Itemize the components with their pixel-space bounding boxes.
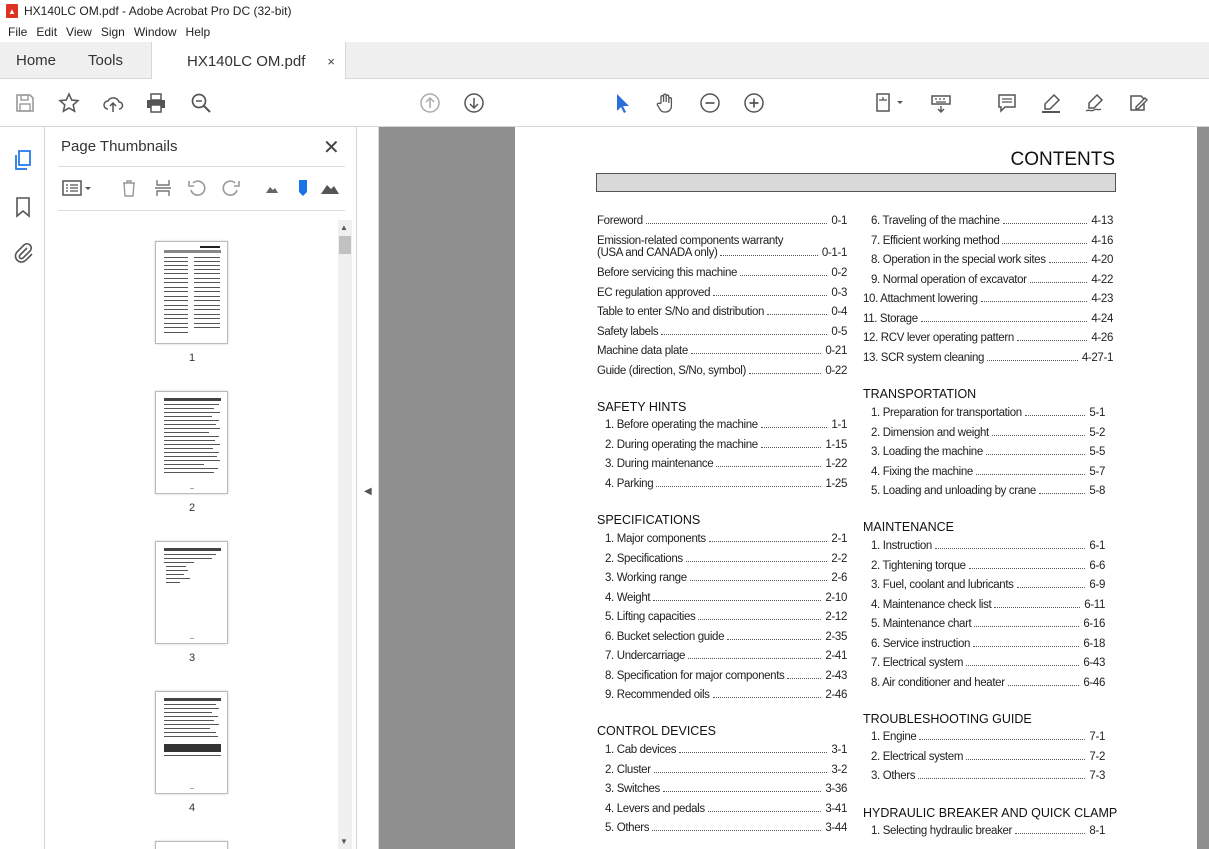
attachments-icon[interactable]: [12, 242, 34, 264]
toc-entry[interactable]: [605, 553, 847, 565]
toc-entry-title: EC regulation approved: [597, 286, 711, 299]
toc-entry-title: Table to enter S/No and distribution: [597, 306, 765, 318]
upload-cloud-icon[interactable]: [101, 91, 125, 115]
select-cursor-icon[interactable]: [610, 91, 634, 115]
tab-home[interactable]: Home: [16, 52, 57, 69]
toc-page-number: 4-23: [1091, 293, 1113, 305]
leader-dots: [698, 619, 821, 620]
title-bar: [0, 0, 1209, 22]
bookmarks-icon[interactable]: [12, 196, 34, 218]
leader-dots: [1008, 685, 1080, 686]
toc-page-number: 1-15: [825, 438, 847, 451]
toc-entry-title: 1. Major components: [605, 533, 706, 545]
toc-entry-title: 6. Service instruction: [871, 637, 971, 650]
toc-entry[interactable]: [597, 287, 847, 299]
toc-page-number: 6-9: [1089, 579, 1105, 591]
pdf-page: [515, 127, 1197, 849]
acrobat-app-icon: ▲: [6, 4, 18, 18]
thumbnail-size-small-icon[interactable]: [261, 177, 283, 199]
highlight-pen-icon[interactable]: [1039, 91, 1063, 115]
toc-page-number: 7-2: [1089, 750, 1105, 763]
toc-entry-title: 3. Switches: [605, 783, 660, 795]
toc-entry-title: 3. Working range: [605, 572, 687, 584]
toc-entry[interactable]: [871, 579, 1105, 591]
previous-page-icon[interactable]: [418, 91, 442, 115]
toc-page-number: 2-35: [825, 630, 847, 643]
leader-dots: [987, 360, 1078, 361]
toc-page-number: 1-1: [831, 419, 847, 431]
toc-page-number: 4-16: [1091, 234, 1113, 247]
toc-section-heading: MAINTENANCE: [863, 520, 954, 534]
page-thumbnails-panel: [45, 127, 357, 849]
toc-page-number: 0-22: [825, 364, 847, 377]
toc-section-heading: CONTROL DEVICES: [597, 724, 717, 738]
leader-dots: [688, 658, 821, 659]
toc-entry-title: 2. Tightening torque: [871, 559, 966, 572]
toc-entry[interactable]: [605, 650, 847, 662]
toc-entry[interactable]: [871, 638, 1105, 650]
toc-entry-title: 1. Selecting hydraulic breaker: [871, 825, 1012, 837]
toc-entry-title: 7. Undercarriage: [605, 650, 686, 662]
delete-page-icon[interactable]: [118, 177, 140, 199]
toc-entry-title: 6. Traveling of the machine: [871, 215, 1000, 227]
close-icon[interactable]: ✕: [323, 137, 340, 159]
toc-entry-title: 5. Others: [605, 822, 650, 834]
toc-page-number: 8-1: [1089, 825, 1105, 837]
leader-dots: [1017, 340, 1087, 341]
toc-page-number: 6-1: [1089, 540, 1105, 552]
toc-entry-title-cont: (USA and CANADA only): [597, 246, 718, 259]
toc-entry-title: 10. Attachment lowering: [863, 293, 978, 305]
toc-section-heading: HYDRAULIC BREAKER AND QUICK CLAMP: [863, 806, 1118, 820]
bookmark-star-icon[interactable]: [57, 91, 81, 115]
toc-entry[interactable]: [605, 764, 847, 776]
toc-page-number: 4-13: [1091, 215, 1113, 227]
menu-bar: [0, 22, 1209, 42]
scroll-down-icon[interactable]: ▼: [340, 837, 348, 846]
toc-entry-title: 13. SCR system cleaning: [863, 351, 985, 364]
toc-entry-title: 4. Fixing the machine: [871, 465, 973, 478]
toc-entry-title: 4. Weight: [605, 591, 651, 604]
leader-dots: [656, 486, 821, 487]
leader-dots: [713, 697, 822, 698]
panel-title: Page Thumbnails: [61, 138, 178, 155]
left-navigation-rail: [0, 127, 45, 849]
toc-entry[interactable]: [863, 313, 1113, 325]
toc-entry-title: 2. Electrical system: [871, 750, 964, 763]
page-thumbnail[interactable]: [155, 541, 228, 644]
toc-page-number: 2-2: [831, 552, 847, 565]
rotate-clockwise-icon[interactable]: [220, 177, 242, 199]
zoom-out-icon[interactable]: [698, 91, 722, 115]
leader-dots: [761, 427, 828, 428]
toc-page-number: 3-2: [831, 763, 847, 776]
toc-entry[interactable]: [605, 670, 847, 682]
toc-entry-title: Before servicing this machine: [597, 267, 738, 279]
toc-page-number: 2-43: [825, 669, 847, 682]
thumbnail-scrollbar[interactable]: [338, 220, 352, 849]
leader-dots: [713, 295, 827, 296]
tab-document[interactable]: [151, 42, 346, 80]
page-thumbnail[interactable]: [155, 691, 228, 794]
toc-entry[interactable]: [871, 235, 1113, 247]
toc-entry-title: 1. Before operating the machine: [605, 419, 758, 431]
fill-sign-icon[interactable]: [1127, 91, 1151, 115]
toc-entry[interactable]: [871, 618, 1105, 630]
leader-dots: [966, 665, 1079, 666]
toc-page-number: 6-6: [1089, 559, 1105, 572]
toc-entry-title: 1. Instruction: [871, 540, 932, 552]
toc-page-number: 3-44: [825, 822, 847, 834]
leader-dots: [986, 454, 1086, 455]
toc-entry[interactable]: [597, 235, 847, 259]
toc-entry[interactable]: [871, 599, 1105, 611]
leader-dots: [661, 334, 827, 335]
toc-entry-title: 3. Fuel, coolant and lubricants: [871, 579, 1014, 591]
toc-page-number: 2-1: [831, 533, 847, 545]
leader-dots: [787, 678, 821, 679]
toc-entry[interactable]: [871, 560, 1105, 572]
page-thumbnails-icon[interactable]: [12, 149, 34, 171]
leader-dots: [1015, 833, 1085, 834]
toc-page-number: 6-18: [1083, 637, 1105, 650]
toc-entry-title: Guide (direction, S/No, symbol): [597, 364, 746, 377]
menu-help[interactable]: Help: [185, 25, 211, 39]
toc-entry[interactable]: [871, 731, 1105, 743]
toc-page-number: 0-21: [825, 345, 847, 357]
toc-entry[interactable]: [605, 803, 847, 815]
leader-dots: [1030, 282, 1088, 283]
toc-page-number: 3-1: [831, 744, 847, 756]
toc-page-number: 4-24: [1091, 312, 1113, 325]
toc-entry-title: 5. Loading and unloading by crane: [871, 485, 1036, 497]
toc-entry[interactable]: [871, 770, 1105, 782]
toc-entry[interactable]: [597, 345, 847, 357]
leader-dots: [652, 830, 821, 831]
leader-dots: [1017, 587, 1086, 588]
toc-page-number: 7-1: [1089, 731, 1105, 743]
toc-entry-title: 2. Cluster: [605, 763, 651, 776]
toc-entry[interactable]: [871, 407, 1105, 419]
toc-section-heading: SPECIFICATIONS: [597, 513, 701, 527]
leader-dots: [1039, 493, 1085, 494]
toc-page-number: 0-3: [831, 286, 847, 299]
toc-entry-title: 5. Lifting capacities: [605, 611, 696, 623]
toc-entry-title: 2. Specifications: [605, 552, 683, 565]
thumbnail-label: 3: [188, 652, 196, 664]
toc-entry-title: 3. Others: [871, 770, 916, 782]
tab-bar: [0, 42, 1209, 79]
leader-dots: [686, 561, 828, 562]
toc-page-number: 1-22: [825, 458, 847, 470]
toc-page-number: 5-7: [1089, 465, 1105, 478]
keyboard-scroll-icon[interactable]: [929, 91, 953, 115]
toc-entry[interactable]: [871, 215, 1113, 227]
toc-entry[interactable]: [605, 631, 847, 643]
toc-entry[interactable]: [871, 825, 1105, 837]
page-thumbnail[interactable]: [155, 241, 228, 344]
toc-entry-title: Emission-related components warranty: [597, 234, 784, 247]
toc-entry-title: Safety labels: [597, 325, 659, 338]
thumbnail-options-icon[interactable]: [60, 177, 94, 199]
toc-page-number: 5-1: [1089, 407, 1105, 419]
menu-view[interactable]: View: [66, 25, 92, 39]
close-tab-icon[interactable]: ×: [327, 53, 335, 69]
toc-page-number: 2-12: [825, 611, 847, 623]
leader-dots: [709, 541, 828, 542]
toc-page-number: 5-8: [1089, 485, 1105, 497]
toc-page-number: 4-26: [1091, 332, 1113, 344]
toc-entry[interactable]: [605, 783, 847, 795]
toc-entry[interactable]: [605, 744, 847, 756]
leader-dots: [716, 466, 821, 467]
comment-icon[interactable]: [995, 91, 1019, 115]
toc-entry[interactable]: [863, 332, 1113, 344]
toc-entry[interactable]: [597, 267, 847, 279]
toc-entry[interactable]: [871, 657, 1105, 669]
toc-entry[interactable]: [605, 822, 847, 834]
leader-dots: [749, 373, 821, 374]
toc-entry[interactable]: [871, 446, 1105, 458]
toc-page-number: 4-27-1: [1081, 351, 1113, 364]
toc-entry[interactable]: [871, 485, 1105, 497]
toc-entry-title: 7. Electrical system: [871, 657, 964, 669]
toc-entry[interactable]: [605, 533, 847, 545]
toc-entry-title: Foreword: [597, 215, 643, 227]
print-icon[interactable]: [144, 91, 168, 115]
toc-page-number: 6-43: [1083, 657, 1105, 669]
toc-page-number: 4-22: [1091, 273, 1113, 286]
leader-dots: [918, 778, 1085, 779]
leader-dots: [767, 314, 827, 315]
toc-entry-title: 8. Air conditioner and heater: [871, 676, 1005, 689]
toc-entry-title: 8. Operation in the special work sites: [871, 254, 1046, 266]
toc-page-number: 2-6: [831, 572, 847, 584]
leader-dots: [969, 568, 1086, 569]
toc-entry[interactable]: [605, 611, 847, 623]
leader-dots: [935, 548, 1085, 549]
toc-entry-title: Machine data plate: [597, 345, 688, 357]
leader-dots: [974, 626, 1079, 627]
leader-dots: [919, 739, 1085, 740]
leader-dots: [1049, 262, 1088, 263]
leader-dots: [1003, 223, 1088, 224]
toc-page-number: 0-1: [831, 215, 847, 227]
toc-entry-title: 2. During operating the machine: [605, 438, 758, 451]
toc-page-number: 2-46: [825, 689, 847, 701]
rotate-counterclockwise-icon[interactable]: [186, 177, 208, 199]
page-thumbnail[interactable]: [155, 841, 228, 849]
toc-page-number: 3-36: [825, 783, 847, 795]
toc-entry[interactable]: [871, 466, 1105, 478]
toc-entry[interactable]: [871, 274, 1113, 286]
leader-dots: [973, 646, 1079, 647]
leader-dots: [708, 811, 822, 812]
toc-entry[interactable]: [597, 215, 847, 227]
toc-entry-title: 9. Normal operation of excavator: [871, 273, 1027, 286]
leader-dots: [720, 255, 817, 256]
toc-section-heading: TRANSPORTATION: [863, 387, 977, 401]
leader-dots: [981, 301, 1088, 302]
leader-dots: [976, 474, 1085, 475]
zoom-search-icon[interactable]: [189, 91, 213, 115]
toc-page-number: 6-11: [1084, 598, 1105, 611]
toc-section-heading: SAFETY HINTS: [597, 400, 687, 414]
toc-entry[interactable]: [605, 572, 847, 584]
leader-dots: [679, 752, 827, 753]
toc-page-number: 4-20: [1091, 254, 1113, 266]
toc-entry[interactable]: [605, 689, 847, 701]
toc-page-number: 6-16: [1083, 618, 1105, 630]
thumbnail-size-slider-icon[interactable]: [292, 177, 314, 199]
toc-entry-title: 8. Specification for major components: [605, 669, 785, 682]
toc-entry-title: 6. Bucket selection guide: [605, 630, 725, 643]
toc-entry-title: 1. Engine: [871, 731, 917, 743]
collapse-left-icon: ◀: [364, 486, 372, 497]
toc-entry-title: 4. Levers and pedals: [605, 802, 705, 815]
scroll-up-icon[interactable]: ▲: [340, 223, 348, 232]
toc-page-number: 2-10: [825, 591, 847, 604]
leader-dots: [994, 607, 1080, 608]
extract-pages-icon[interactable]: [152, 177, 174, 199]
tab-document-label: HX140LC OM.pdf: [187, 52, 306, 70]
thumbnail-list: [58, 227, 338, 849]
next-page-icon[interactable]: [462, 91, 486, 115]
toc-entry[interactable]: [871, 751, 1105, 763]
toc-page-number: 7-3: [1089, 770, 1105, 782]
toc-entry-title: 2. Dimension and weight: [871, 426, 989, 439]
save-icon[interactable]: [13, 91, 37, 115]
toc-entry[interactable]: [605, 592, 847, 604]
leader-dots: [663, 791, 821, 792]
heading-band: [596, 173, 1116, 192]
leader-dots: [691, 353, 821, 354]
leader-dots: [921, 321, 1088, 322]
leader-dots: [1025, 415, 1086, 416]
toolbar: [0, 79, 1209, 127]
leader-dots: [646, 223, 828, 224]
toc-page-number: 6-46: [1083, 676, 1105, 689]
draw-sign-icon[interactable]: [1083, 91, 1107, 115]
leader-dots: [690, 580, 828, 581]
page-fit-icon[interactable]: [874, 91, 908, 115]
toc-entry[interactable]: [605, 439, 847, 451]
zoom-in-icon[interactable]: [742, 91, 766, 115]
scrollbar-thumb[interactable]: [339, 236, 351, 254]
leader-dots: [727, 639, 821, 640]
toc-entry-title: 3. During maintenance: [605, 458, 714, 470]
toc-entry[interactable]: [871, 427, 1105, 439]
toc-entry-title: 12. RCV lever operating pattern: [863, 332, 1014, 344]
toc-entry-title: 1. Preparation for transportation: [871, 407, 1022, 419]
leader-dots: [761, 447, 822, 448]
toc-entry[interactable]: [605, 419, 847, 431]
panel-toolbar: [58, 166, 345, 211]
toc-entry[interactable]: [871, 254, 1113, 266]
toc-entry-title: 4. Maintenance check list: [871, 598, 992, 611]
leader-dots: [654, 772, 828, 773]
toc-entry[interactable]: [597, 365, 847, 377]
toc-entry[interactable]: [605, 458, 847, 470]
menu-window[interactable]: Window: [133, 25, 177, 39]
toc-entry[interactable]: [597, 306, 847, 318]
toc-page-number: 5-2: [1089, 426, 1105, 439]
toc-entry[interactable]: [597, 326, 847, 338]
page-thumbnail[interactable]: [155, 391, 228, 494]
menu-file[interactable]: File: [8, 25, 28, 39]
leader-dots: [966, 759, 1085, 760]
toc-entry-title: 1. Cab devices: [605, 744, 677, 756]
toc-page-number: 0-4: [831, 306, 847, 318]
menu-edit[interactable]: Edit: [36, 25, 58, 39]
leader-dots: [1002, 243, 1087, 244]
menu-sign[interactable]: Sign: [100, 25, 125, 39]
window-title: HX140LC OM.pdf - Adobe Acrobat Pro DC (32-bit): [24, 4, 292, 18]
toc-entry[interactable]: [863, 293, 1113, 305]
toc-page-number: 0-5: [831, 325, 847, 338]
toc-entry[interactable]: [605, 478, 847, 490]
thumbnail-label: 4: [188, 802, 196, 814]
toc-page-number: 2-41: [825, 650, 847, 662]
toc-entry-title: 4. Parking: [605, 477, 654, 490]
toc-entry-title: 5. Maintenance chart: [871, 618, 972, 630]
toc-entry-title: 7. Efficient working method: [871, 234, 1000, 247]
thumbnail-size-large-icon[interactable]: [319, 177, 341, 199]
hand-tool-icon[interactable]: [654, 91, 678, 115]
collapse-panel-handle[interactable]: [357, 127, 379, 849]
toc-section-heading: TROUBLESHOOTING GUIDE: [863, 712, 1032, 726]
toc-page-number: 1-25: [825, 477, 847, 490]
toc-entry[interactable]: [871, 540, 1105, 552]
toc-page-number: 5-5: [1089, 446, 1105, 458]
thumbnail-label: 2: [188, 502, 196, 514]
leader-dots: [653, 600, 821, 601]
toc-page-number: 0-2: [831, 267, 847, 279]
toc-entry-title: 9. Recommended oils: [605, 689, 710, 701]
leader-dots: [740, 275, 827, 276]
toc-entry-title: 3. Loading the machine: [871, 446, 983, 458]
toc-entry[interactable]: [863, 352, 1113, 364]
toc-page-number: 0-1-1: [821, 246, 847, 259]
tab-tools[interactable]: Tools: [88, 52, 124, 69]
toc-entry[interactable]: [871, 677, 1105, 689]
thumbnail-label: 1: [188, 352, 196, 364]
contents-heading: CONTENTS: [1010, 149, 1115, 170]
toc-page-number: 3-41: [825, 802, 847, 815]
toc-entry-title: 11. Storage: [863, 312, 918, 325]
document-viewer: [379, 127, 1209, 849]
leader-dots: [992, 435, 1086, 436]
